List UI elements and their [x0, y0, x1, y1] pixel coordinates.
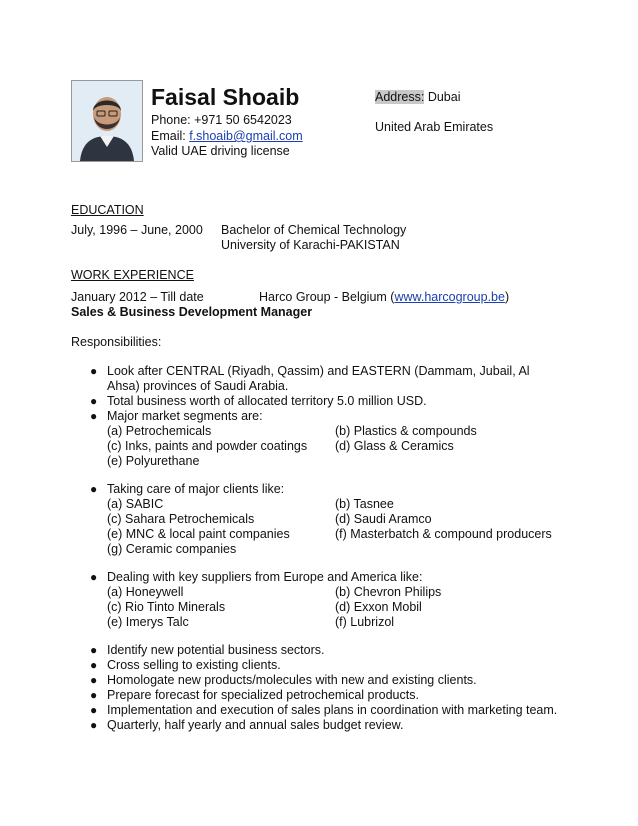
responsibilities-label: Responsibilities: — [71, 335, 162, 349]
address-line — [375, 90, 460, 104]
supplier-item: (c) Rio Tinto Minerals — [107, 600, 226, 614]
bullet-homologate: Homologate new products/molecules with new and existing clients. — [107, 673, 477, 687]
work-heading: WORK EXPERIENCE — [71, 268, 194, 282]
education-degree: Bachelor of Chemical Technology — [221, 223, 407, 237]
client-item: (e) MNC & local paint companies — [107, 527, 290, 541]
phone-text: Phone: +971 50 6542023 — [151, 113, 292, 127]
bullet-implementation: Implementation and execution of sales plans in coordination with marketing team. — [107, 703, 558, 717]
bullet-territory-1: Look after CENTRAL (Riyadh, Qassim) and EASTERN (Dammam, Jubail, Al — [107, 364, 530, 378]
supplier-item: (e) Imerys Talc — [107, 615, 189, 629]
client-item: (c) Sahara Petrochemicals — [107, 512, 255, 526]
supplier-item: (b) Chevron Philips — [335, 585, 442, 599]
company-close: ) — [504, 290, 510, 304]
bullet-budget-review: Quarterly, half yearly and annual sales budget review. — [107, 718, 404, 732]
client-item: (d) Saudi Aramco — [335, 512, 432, 526]
company-link[interactable]: www.harcogroup.be — [394, 290, 505, 304]
bullet-icon: ● — [90, 703, 98, 717]
bullet-segments: Major market segments are: — [107, 409, 263, 423]
supplier-item: (d) Exxon Mobil — [335, 600, 422, 614]
email-link[interactable]: f.shoaib@gmail.com — [189, 129, 303, 143]
bullet-territory-2: Ahsa) provinces of Saudi Arabia. — [107, 379, 289, 393]
work-dates: January 2012 – Till date — [71, 290, 204, 304]
bullet-icon: ● — [90, 688, 98, 702]
bullet-icon: ● — [90, 482, 98, 496]
bullet-forecast: Prepare forecast for specialized petrochemical products. — [107, 688, 419, 702]
email-label: Email: — [151, 129, 190, 143]
client-item: (a) SABIC — [107, 497, 164, 511]
work-company — [259, 290, 509, 304]
bullet-clients: Taking care of major clients like: — [107, 482, 285, 496]
license-text: Valid UAE driving license — [151, 144, 290, 158]
bullet-suppliers: Dealing with key suppliers from Europe and America like: — [107, 570, 423, 584]
client-item: (g) Ceramic companies — [107, 542, 237, 556]
company-name: Harco Group - Belgium ( — [259, 290, 395, 304]
bullet-icon: ● — [90, 570, 98, 584]
address-label: Address: — [375, 90, 425, 104]
segment-item: (d) Glass & Ceramics — [335, 439, 454, 453]
person-photo-icon — [72, 81, 142, 161]
bullet-identify: Identify new potential business sectors. — [107, 643, 325, 657]
segment-item: (e) Polyurethane — [107, 454, 200, 468]
client-item: (b) Tasnee — [335, 497, 394, 511]
bullet-icon: ● — [90, 658, 98, 672]
client-item: (f) Masterbatch & compound producers — [335, 527, 552, 541]
bullet-icon: ● — [90, 409, 98, 423]
address-city: Dubai — [424, 90, 461, 104]
segment-item: (c) Inks, paints and powder coatings — [107, 439, 308, 453]
supplier-item: (f) Lubrizol — [335, 615, 395, 629]
bullet-worth: Total business worth of allocated territory 5.0 million USD. — [107, 394, 427, 408]
education-heading: EDUCATION — [71, 203, 144, 217]
bullet-icon: ● — [90, 673, 98, 687]
segment-item: (b) Plastics & compounds — [335, 424, 477, 438]
candidate-name: Faisal Shoaib — [151, 84, 300, 110]
segment-item: (a) Petrochemicals — [107, 424, 212, 438]
bullet-icon: ● — [90, 718, 98, 732]
job-title: Sales & Business Development Manager — [71, 305, 313, 319]
email-line — [151, 129, 303, 143]
education-dates: July, 1996 – June, 2000 — [71, 223, 203, 237]
profile-photo — [71, 80, 143, 162]
bullet-icon: ● — [90, 394, 98, 408]
bullet-icon: ● — [90, 364, 98, 378]
address-country: United Arab Emirates — [375, 120, 494, 134]
supplier-item: (a) Honeywell — [107, 585, 184, 599]
bullet-cross-selling: Cross selling to existing clients. — [107, 658, 281, 672]
bullet-icon: ● — [90, 643, 98, 657]
education-school: University of Karachi-PAKISTAN — [221, 238, 400, 252]
